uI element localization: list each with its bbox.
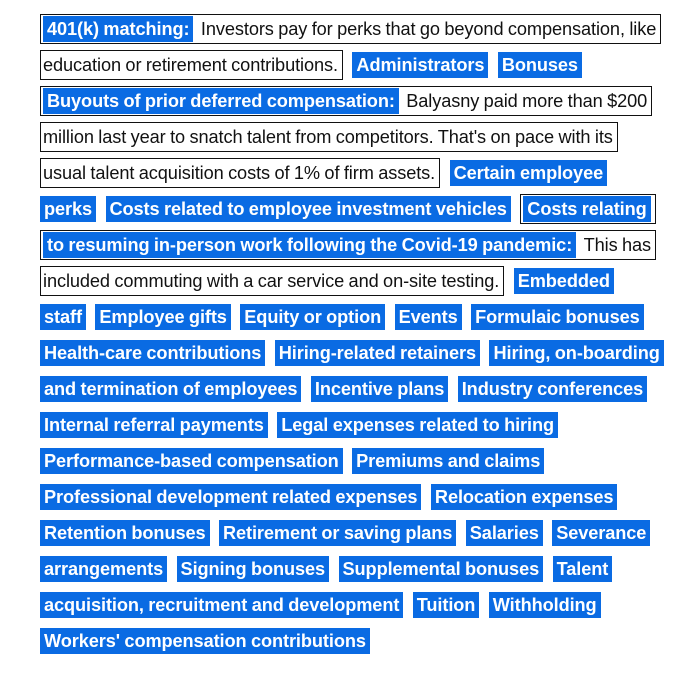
tag-health-care-contributions[interactable]: Health-care contributions bbox=[40, 340, 265, 366]
tag-label: Buyouts of prior deferred compensation: bbox=[43, 88, 399, 114]
tag-tuition[interactable]: Tuition bbox=[413, 592, 480, 618]
tag-label: Costs relating to resuming in-person work following the Covid-19 pandemic: bbox=[43, 196, 651, 258]
tag-costs-related-to-employee-investment-vehicles[interactable]: Costs related to employee investment vehicles bbox=[106, 196, 511, 222]
tag-events[interactable]: Events bbox=[395, 304, 462, 330]
tag-hiring-on-boarding-and-termination-of-employees[interactable]: Hiring, on-boarding and termination of employees bbox=[40, 340, 664, 402]
tag-talent-acquisition-recruitment-and-development[interactable]: Talent acquisition, recruitment and development bbox=[40, 556, 612, 618]
tag-employee-gifts[interactable]: Employee gifts bbox=[95, 304, 230, 330]
tag-formulaic-bonuses[interactable]: Formulaic bonuses bbox=[471, 304, 644, 330]
tag-label: 401(k) matching: bbox=[43, 16, 193, 42]
tag-retirement-or-saving-plans[interactable]: Retirement or saving plans bbox=[219, 520, 456, 546]
tag-incentive-plans[interactable]: Incentive plans bbox=[311, 376, 448, 402]
tag-embedded-staff[interactable]: Embedded staff bbox=[40, 268, 614, 330]
tag-equity-or-option[interactable]: Equity or option bbox=[240, 304, 385, 330]
tag-professional-development-related-expenses[interactable]: Professional development related expenses bbox=[40, 484, 421, 510]
tag-severance-arrangements[interactable]: Severance arrangements bbox=[40, 520, 650, 582]
tag-description: Balyasny paid more than $200 million last year to snatch talent from competitors. That's on pace with its usual talent acquisition costs of 1% of firm assets. bbox=[43, 91, 648, 183]
tag-description: This has included commuting with a car service and on-site testing. bbox=[43, 235, 652, 291]
tag-signing-bonuses[interactable]: Signing bonuses bbox=[177, 556, 330, 582]
tag-salaries[interactable]: Salaries bbox=[466, 520, 543, 546]
tag-description: Investors pay for perks that go beyond compensation, like education or retirement contributions. bbox=[43, 19, 657, 75]
tag-withholding[interactable]: Withholding bbox=[489, 592, 601, 618]
tag-workers-compensation-contributions[interactable]: Workers' compensation contributions bbox=[40, 628, 370, 654]
tag-supplemental-bonuses[interactable]: Supplemental bonuses bbox=[339, 556, 544, 582]
tag-relocation-expenses[interactable]: Relocation expenses bbox=[431, 484, 618, 510]
tag-internal-referral-payments[interactable]: Internal referral payments bbox=[40, 412, 268, 438]
tag-retention-bonuses[interactable]: Retention bonuses bbox=[40, 520, 210, 546]
tag-premiums-and-claims[interactable]: Premiums and claims bbox=[352, 448, 544, 474]
tag-legal-expenses-related-to-hiring[interactable]: Legal expenses related to hiring bbox=[277, 412, 558, 438]
tag-bonuses[interactable]: Bonuses bbox=[498, 52, 582, 78]
tag-administrators[interactable]: Administrators bbox=[352, 52, 488, 78]
tag-industry-conferences[interactable]: Industry conferences bbox=[458, 376, 647, 402]
tag-certain-employee-perks[interactable]: Certain employee perks bbox=[40, 160, 607, 222]
expense-tag-list bbox=[40, 11, 660, 659]
tag-performance-based-compensation[interactable]: Performance-based compensation bbox=[40, 448, 343, 474]
tag-hiring-related-retainers[interactable]: Hiring-related retainers bbox=[275, 340, 480, 366]
